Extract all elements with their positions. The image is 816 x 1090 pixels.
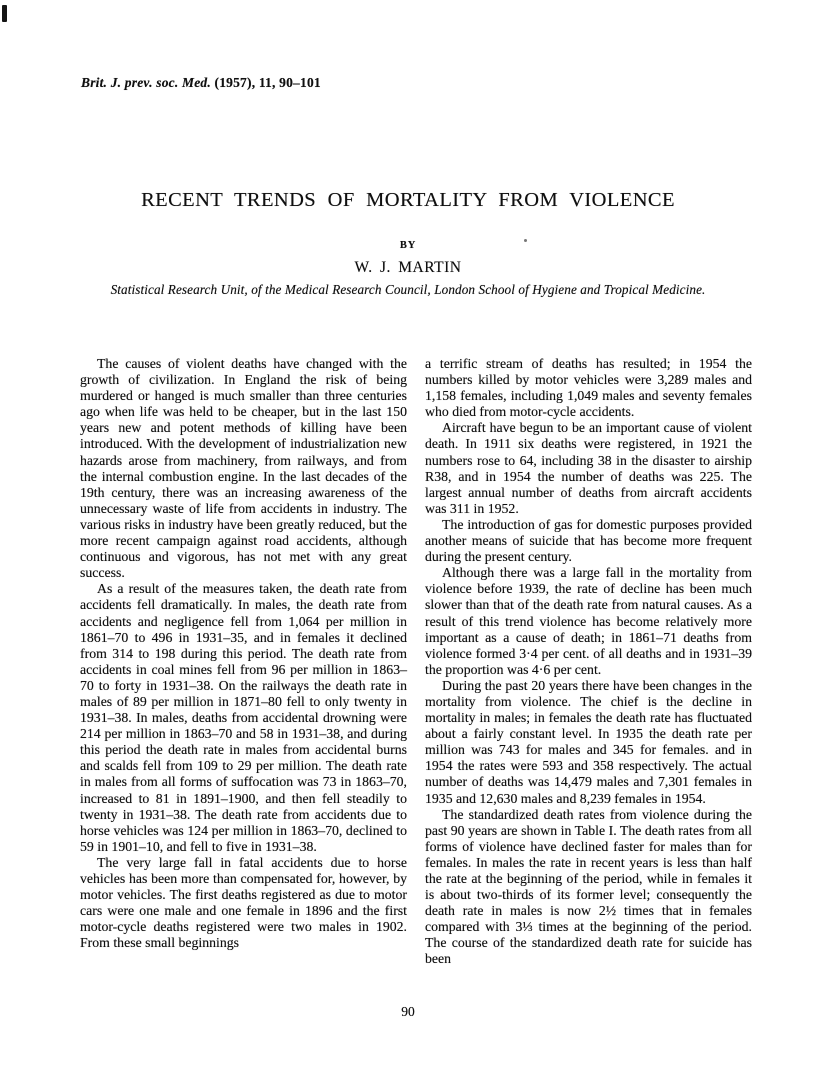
page-title: RECENT TRENDS OF MORTALITY FROM VIOLENCE (141, 189, 675, 211)
citation-year: (1957), (210, 75, 259, 90)
paragraph-motor-continued: a terrific stream of deaths has resulted; in 1954 the numbers killed by motor vehicles were 3,289 males and 1,158 females, including 1,049 males and seventy females who died from motor-cycle accidents. (425, 356, 752, 420)
citation-pages: , 90–101 (272, 75, 321, 90)
right-column (425, 356, 752, 968)
paragraph-horse-motor: The very large fall in fatal accidents due to horse vehicles has been more than compensated for, however, by motor vehicles. The first deaths registered as due to motor cars were one male and one female in 1896 and the first motor-cycle deaths registered were two males in 1902. From these small beginnings (80, 854, 407, 951)
author-name: W. J. MARTIN (354, 259, 462, 276)
author-affiliation: Statistical Research Unit, of the Medical Research Council, London School of Hygiene and Tropical Medicine. (110, 282, 706, 297)
byline: BY (399, 240, 417, 251)
paragraph-past-20-years: During the past 20 years there have been changes in the mortality from violence. The chief is the decline in mortality in males; in females the death rate has fluctuated about a fairly constant level. In 1935 the death rate per million was 743 for males and 345 for females. and in 1954 the rates were 593 and 358 respectively. The actual number of deaths was 14,479 males and 7,301 females in 1935 and 12,630 males and 8,239 females in 1954. (425, 677, 752, 806)
paragraph-accident-rates: As a result of the measures taken, the death rate from accidents fell dramatically. In males, the death rate from accidents and negligence fell from 1,064 per million in 1861–70 to 496 in 1931–35, and in females it declined from 314 to 198 during this period. The death rate from accidents in coal mines fell from 96 per million in 1863–70 to forty in 1931–38. On the railways the death rate in males of 89 per million in 1871–80 fell to only twenty in 1931–38. In males, deaths from accidental drowning were 214 per million in 1863–70 and 58 in 1931–38, and during this period the death rate in males from accidental burns and scalds fell from 109 to 29 per million. The death rate in males from all forms of suffocation was 73 in 1863–70, increased to 81 in 1891–1900, and then fell steadily to twenty in 1931–38. The death rate from accidents due to horse vehicles was 124 per million in 1863–70, declined to 59 in 1901–10, and fell to five in 1931–38. (80, 581, 407, 854)
left-column (80, 356, 407, 968)
citation-volume: 11 (258, 75, 272, 90)
citation-journal-name: Brit. J. prev. soc. Med. (81, 75, 211, 90)
journal-citation (81, 75, 321, 91)
scan-artifact (2, 5, 7, 22)
paragraph-standardized-rates: The standardized death rates from violence during the past 90 years are shown in Table I. The death rates from all forms of violence have declined faster for males than for females. In males the rate in recent years is less than half the rate at the beginning of the period, while in females it is about two-thirds of its former level; consequently the death rate in males is now 2½ times that in females compared with 3⅓ times at the beginning of the period. The course of the standardized death rate for suicide has been (425, 806, 752, 967)
article-body (80, 356, 752, 968)
paragraph-intro: The causes of violent deaths have changed with the growth of civilization. In England the risk of being murdered or hanged is much smaller than three centuries ago when life was held to be cheaper, but in the last 150 years new and potent methods of killing have been introduced. With the development of industrialization new hazards arose from machinery, from railways, and from the internal combustion engine. In the last decades of the 19th century, there was an increasing awareness of the unnecessary waste of life from accidents in industry. The various risks in industry have been greatly reduced, but the more recent campaign against road accidents, although continuous and vigorous, has not met with any great success. (80, 356, 407, 581)
paragraph-aircraft: Aircraft have begun to be an important cause of violent death. In 1911 six deaths were registered, in 1921 the numbers rose to 64, including 38 in the disaster to airship R38, and in 1954 the number of deaths was 225. The largest annual number of deaths from aircraft accidents was 311 in 1952. (425, 420, 752, 516)
paragraph-gas-suicide: The introduction of gas for domestic purposes provided another means of suicide that has become more frequent during the present century. (425, 516, 752, 565)
page-number: 90 (401, 1004, 415, 1019)
paragraph-violence-proportion: Although there was a large fall in the mortality from violence before 1939, the rate of decline has been much slower than that of the death rate from natural causes. As a result of this trend violence has become relatively more important as a cause of death; in 1861–71 deaths from violence formed 3·4 per cent. of all deaths and in 1931–39 the proportion was 4·6 per cent. (425, 565, 752, 677)
